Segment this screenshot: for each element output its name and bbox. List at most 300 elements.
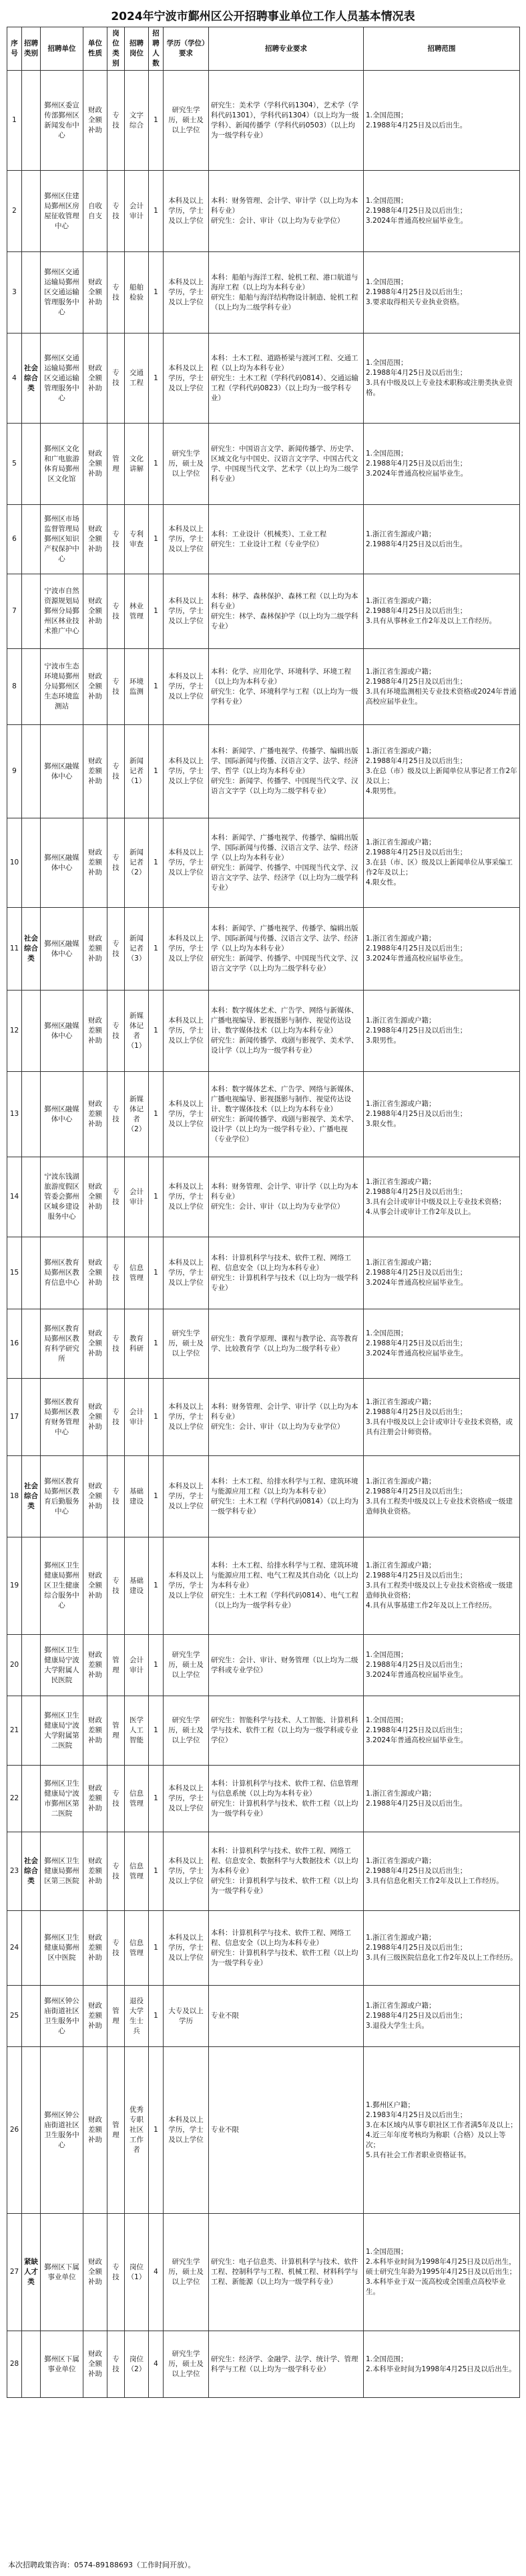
cell-unit-type: 自收自支 (83, 171, 107, 252)
recruitment-table (7, 27, 520, 2398)
cell-number: 1 (149, 1537, 164, 1635)
cell-no: 19 (7, 1537, 22, 1635)
table-row (7, 908, 520, 991)
cell-education: 本科及以上学历，学士及以上学位 (164, 1157, 209, 1237)
cell-unit: 鄞州区卫生健康局鄞州区第三医院 (41, 1832, 83, 1911)
cell-unit: 宁波市生态环境局鄞州分局鄞州区生态环境监测站 (41, 649, 83, 725)
cell-education: 本科及以上学历，学士及以上学位 (164, 1379, 209, 1456)
cell-education: 本科及以上学历，学士及以上学位 (164, 252, 209, 334)
header-unit: 招聘单位 (41, 27, 83, 71)
cell-post-kind: 专技 (107, 1309, 125, 1379)
cell-post: 教育科研 (125, 1309, 149, 1379)
cell-post: 退役大学生士兵 (125, 1986, 149, 2047)
cell-no: 11 (7, 908, 22, 991)
cell-unit: 鄞州区下属事业单位 (41, 2331, 83, 2398)
cell-post: 信息管理 (125, 1766, 149, 1832)
cell-category: 社会综合类 (22, 1832, 41, 1911)
cell-number: 1 (149, 1072, 164, 1157)
cell-unit: 鄞州区融媒体中心 (41, 818, 83, 908)
cell-post: 新媒体记者（1） (125, 991, 149, 1072)
cell-no: 5 (7, 424, 22, 505)
cell-range: 1.浙江省生源或户籍； 2.1988年4月25日及以后出生。 (364, 505, 520, 574)
cell-range: 1.全国范围； 2.本科毕业时间为1998年4月25日及以后出生，硕士研究生年龄为1995年4月25日及以后出生； 3.本科毕业于双一流高校或全国重点高校毕业生。 (364, 2214, 520, 2331)
cell-unit-type: 财政差额补助 (83, 1986, 107, 2047)
table-row (7, 574, 520, 649)
cell-post: 新闻记者（3） (125, 908, 149, 991)
cell-unit: 鄞州区教育局鄞州区教育科学研究所 (41, 1309, 83, 1379)
cell-unit-type: 财政全额补助 (83, 2331, 107, 2398)
cell-post-kind: 专技 (107, 1072, 125, 1157)
cell-post-kind: 专技 (107, 2331, 125, 2398)
table-row (7, 1456, 520, 1537)
cell-post: 岗位（2） (125, 2331, 149, 2398)
cell-unit: 鄞州区融媒体中心 (41, 725, 83, 818)
cell-category (22, 1537, 41, 1635)
cell-range: 1.浙江省生源或户籍； 2.1988年4月25日及以后出生； 3.2024年普通高校应届毕业生。 (364, 908, 520, 991)
cell-major: 研究生：教育学原理、课程与教学论、高等教育学、比较教育学（以上均为二级学科专业） (209, 1309, 364, 1379)
cell-range: 1.全国范围； 2.1988年4月25日及以后出生； 3.2024年普通高校应届毕业生。 (364, 1309, 520, 1379)
cell-number: 1 (149, 1832, 164, 1911)
table-row (7, 1635, 520, 1696)
cell-unit: 鄞州区卫生健康局宁波大学附属第二医院 (41, 1696, 83, 1766)
cell-category (22, 171, 41, 252)
cell-unit: 鄞州区委宣传部鄞州区新闻发布中心 (41, 71, 83, 171)
cell-unit: 鄞州区住建局鄞州区房屋征收管理中心 (41, 171, 83, 252)
cell-unit-type: 财政全额补助 (83, 252, 107, 334)
cell-post: 会计审计 (125, 1635, 149, 1696)
cell-unit: 鄞州区卫生健康局宁波大学附属人民医院 (41, 1635, 83, 1696)
table-row (7, 1157, 520, 1237)
cell-unit-type: 财政差额补助 (83, 1832, 107, 1911)
cell-range: 1.全国范围； 2.1988年4月25日及以后出生； 3.2024年普通高校应届毕业生。 (364, 171, 520, 252)
cell-unit-type: 财政差额补助 (83, 1635, 107, 1696)
cell-number: 1 (149, 1766, 164, 1832)
cell-post: 优秀专职社区工作者 (125, 2047, 149, 2214)
cell-post: 信息管理 (125, 1237, 149, 1309)
cell-post-kind: 管理 (107, 2047, 125, 2214)
cell-unit: 鄞州区钟公庙街道社区卫生服务中心 (41, 2047, 83, 2214)
cell-number: 1 (149, 1635, 164, 1696)
cell-no: 18 (7, 1456, 22, 1537)
cell-range: 1.浙江省生源或户籍； 2.1988年4月25日及以后出生； 3.具有信息化相关工作2年及以上工作经历。 (364, 1832, 520, 1911)
cell-major: 本科：计算机科学与技术、软件工程、网络工程、信息安全、数据科学与大数据技术（以上均为本科专业） 研究生：计算机科学与技术、软件工程（以上均为一级学科专业） (209, 1832, 364, 1911)
cell-category (22, 991, 41, 1072)
cell-major: 本科：财务管理、会计学、审计学（以上均为本科专业） 研究生：会计、审计（以上均为专业学位） (209, 171, 364, 252)
cell-unit: 鄞州区卫生健康局鄞州区卫生健康综合服务中心 (41, 1537, 83, 1635)
cell-range: 1.全国范围； 2.1988年4月25日及以后出生； 3.具有中级及以上专业技术职称或注册类执业资格。 (364, 334, 520, 424)
cell-category (22, 1696, 41, 1766)
cell-range: 1.浙江省生源或户籍； 2.1988年4月25日及以后出生； 3.具有三级医院信息化工作2年及以上工作经历。 (364, 1911, 520, 1986)
cell-post-kind: 管理 (107, 1635, 125, 1696)
cell-post: 信息管理 (125, 1911, 149, 1986)
cell-unit: 宁波市自然资源规划局鄞州分局鄞州区林业技术推广中心 (41, 574, 83, 649)
cell-category (22, 1157, 41, 1237)
cell-number: 1 (149, 252, 164, 334)
table-row (7, 991, 520, 1072)
cell-unit-type: 财政全额补助 (83, 71, 107, 171)
cell-major: 本科：船舶与海洋工程、轮机工程、港口航道与海岸工程（以上均为本科专业） 研究生：船舶与海洋结构物设计制造、轮机工程（以上均为二级学科专业） (209, 252, 364, 334)
table-row (7, 1072, 520, 1157)
cell-post-kind: 专技 (107, 252, 125, 334)
cell-unit: 鄞州区文化和广电旅游体育局鄞州区文化馆 (41, 424, 83, 505)
cell-number: 1 (149, 1309, 164, 1379)
cell-unit: 鄞州区教育局鄞州区教育后勤服务中心 (41, 1456, 83, 1537)
cell-post-kind: 管理 (107, 1986, 125, 2047)
cell-no: 28 (7, 2331, 22, 2398)
table-row (7, 1696, 520, 1766)
page-title: 2024年宁波市鄞州区公开招聘事业单位工作人员基本情况表 (111, 10, 415, 23)
cell-post: 林业管理 (125, 574, 149, 649)
cell-post: 专利审查 (125, 505, 149, 574)
cell-post-kind: 专技 (107, 2214, 125, 2331)
cell-post: 新闻记者（2） (125, 818, 149, 908)
cell-category (22, 1309, 41, 1379)
cell-post-kind: 专技 (107, 1157, 125, 1237)
cell-post: 基础建设 (125, 1456, 149, 1537)
cell-range: 1.全国范围； 2.1988年4月25日及以后出生； 3.2024年普通高校应届毕业生。 (364, 424, 520, 505)
cell-major: 专业不限 (209, 1986, 364, 2047)
table-row (7, 252, 520, 334)
cell-range: 1.全国范围； 2.1988年4月25日及以后出生。 (364, 71, 520, 171)
cell-no: 21 (7, 1696, 22, 1766)
cell-education: 本科及以上学历，学士及以上学位 (164, 1456, 209, 1537)
cell-unit-type: 财政全额补助 (83, 1379, 107, 1456)
cell-range: 1.浙江省生源或户籍； 2.1988年4月25日及以后出生； 3.具有工程类中级及以上专业技术资格或一级建造师执业资格； 4.具有从事基建工作2年及以上工作经历。 (364, 1537, 520, 1635)
cell-post-kind: 专技 (107, 171, 125, 252)
cell-unit: 鄞州区市场监督管理局鄞州区知识产权保护中心 (41, 505, 83, 574)
cell-category (22, 1072, 41, 1157)
cell-post: 船舶检验 (125, 252, 149, 334)
cell-education: 研究生学历，硕士及以上学位 (164, 1696, 209, 1766)
cell-education: 研究生学历，硕士及以上学位 (164, 1309, 209, 1379)
cell-range: 1.浙江省生源或户籍； 2.1988年4月25日及以后出生； 3.2024年普通高校应届毕业生。 (364, 1237, 520, 1309)
table-row (7, 334, 520, 424)
cell-category: 紧缺人才类 (22, 2214, 41, 2331)
cell-major: 本科：财务管理、会计学、审计学（以上均为本科专业） 研究生：会计、审计（以上均为专业学位） (209, 1379, 364, 1456)
cell-range: 1.浙江省生源或户籍； 2.1988年4月25日及以后出生； 3.具有会计或审计中级及以上专业技术资格； 4.从事会计或审计工作2年及以上。 (364, 1157, 520, 1237)
cell-post: 环境监测 (125, 649, 149, 725)
cell-unit: 鄞州区融媒体中心 (41, 1072, 83, 1157)
cell-post: 会计审计 (125, 171, 149, 252)
header-unit-type: 单位性质 (83, 27, 107, 71)
cell-number: 1 (149, 818, 164, 908)
cell-number: 1 (149, 725, 164, 818)
cell-education: 本科及以上学历，学士及以上学位 (164, 2047, 209, 2214)
cell-category (22, 2047, 41, 2214)
cell-post-kind: 专技 (107, 505, 125, 574)
cell-number: 1 (149, 171, 164, 252)
cell-no: 20 (7, 1635, 22, 1696)
cell-number: 1 (149, 1157, 164, 1237)
cell-no: 26 (7, 2047, 22, 2214)
cell-education: 本科及以上学历，学士及以上学位 (164, 991, 209, 1072)
cell-major: 研究生：中国语言文学、新闻传播学、历史学、区域文化与中国史、汉语言文字学、中国古代文学、中国现当代文学、艺术学（以上均为二级学科专业） (209, 424, 364, 505)
cell-no: 27 (7, 2214, 22, 2331)
cell-post: 新闻记者（1） (125, 725, 149, 818)
cell-category (22, 424, 41, 505)
cell-range: 1.全国范围； 2.本科毕业时间为1998年4月25日及以后出生。 (364, 2331, 520, 2398)
cell-post: 岗位（1） (125, 2214, 149, 2331)
cell-unit-type: 财政全额补助 (83, 574, 107, 649)
cell-range: 1.全国范围； 2.1988年4月25日及以后出生； 3.要求取得相关专业执业资格。 (364, 252, 520, 334)
table-row (7, 1379, 520, 1456)
cell-major: 本科：土木工程、给排水科学与工程、建筑环境与能源应用工程（以上均为本科专业） 研究生：土木工程（学科代码0814）（以上均为一级学科专业） (209, 1456, 364, 1537)
cell-major: 研究生：会计、审计、财务管理（以上均为二级学科或专业学位） (209, 1635, 364, 1696)
cell-post-kind: 专技 (107, 908, 125, 991)
cell-category (22, 649, 41, 725)
cell-unit: 鄞州区卫生健康局宁波市鄞州区第二医院 (41, 1766, 83, 1832)
cell-range: 1.浙江省生源或户籍； 2.1988年4月25日及以后出生； 3.限女性。 (364, 1072, 520, 1157)
cell-post-kind: 专技 (107, 574, 125, 649)
cell-major: 研究生：美术学（学科代码1304），艺术学（学科代码1301），学科代码1304）（以上均为一级学科）、新闻传播学（学科代码0503）（以上均为一级学科专业） (209, 71, 364, 171)
cell-no: 22 (7, 1766, 22, 1832)
cell-range: 1.浙江省生源或户籍； 2.1988年4月25日及以后出生； 3.退役大学生士兵。 (364, 1986, 520, 2047)
cell-number: 1 (149, 649, 164, 725)
table-row (7, 2047, 520, 2214)
cell-range: 1.浙江省生源或户籍； 2.1988年4月25日及以后出生； 3.在县（市、区）级及以上新闻单位从事采编工作2年及以上； 4.限女性。 (364, 818, 520, 908)
cell-post: 会计审计 (125, 1379, 149, 1456)
cell-post-kind: 管理 (107, 424, 125, 505)
table-row (7, 1986, 520, 2047)
cell-unit-type: 财政差额补助 (83, 991, 107, 1072)
cell-category (22, 1766, 41, 1832)
cell-number: 1 (149, 1456, 164, 1537)
cell-number: 1 (149, 424, 164, 505)
cell-unit-type: 财政全额补助 (83, 2214, 107, 2331)
cell-education: 本科及以上学历，学士及以上学位 (164, 818, 209, 908)
cell-no: 14 (7, 1157, 22, 1237)
cell-major: 专业不限 (209, 2047, 364, 2214)
header-category: 招聘类别 (22, 27, 41, 71)
cell-no: 12 (7, 991, 22, 1072)
cell-number: 4 (149, 2214, 164, 2331)
cell-education: 本科及以上学历，学士及以上学位 (164, 1072, 209, 1157)
cell-category (22, 725, 41, 818)
table-row (7, 1911, 520, 1986)
cell-number: 1 (149, 505, 164, 574)
cell-no: 4 (7, 334, 22, 424)
cell-unit-type: 财政差额补助 (83, 1696, 107, 1766)
cell-number: 1 (149, 1379, 164, 1456)
cell-education: 本科及以上学历，学士及以上学位 (164, 171, 209, 252)
cell-unit: 鄞州区教育局鄞州区教育信息中心 (41, 1237, 83, 1309)
cell-no: 6 (7, 505, 22, 574)
cell-major: 本科：林学、森林保护、森林工程（以上均为本科专业） 研究生：林学、森林保护学（以上均为二级学科专业） (209, 574, 364, 649)
cell-unit-type: 财政差额补助 (83, 1766, 107, 1832)
cell-post-kind: 专技 (107, 1237, 125, 1309)
table-row (7, 1832, 520, 1911)
cell-range: 1.浙江省生源或户籍； 2.1988年4月25日及以后出生。 (364, 1766, 520, 1832)
cell-number: 4 (149, 2331, 164, 2398)
cell-major: 本科：计算机科学与技术、软件工程、网络工程、信息安全（以上均为本科专业） 研究生：计算机科学与技术（以上均为一级学科专业） (209, 1237, 364, 1309)
table-header-row (7, 27, 520, 71)
cell-unit-type: 财政全额补助 (83, 1237, 107, 1309)
table-row (7, 1309, 520, 1379)
cell-post: 交通工程 (125, 334, 149, 424)
cell-unit-type: 财政差额补助 (83, 908, 107, 991)
table-row (7, 424, 520, 505)
table-row (7, 2214, 520, 2331)
cell-unit-type: 财政全额补助 (83, 1157, 107, 1237)
cell-no: 7 (7, 574, 22, 649)
cell-category: 社会综合类 (22, 1456, 41, 1537)
cell-number: 1 (149, 908, 164, 991)
cell-unit: 鄞州区融媒体中心 (41, 991, 83, 1072)
cell-category (22, 2331, 41, 2398)
cell-unit-type: 财政差额补助 (83, 1911, 107, 1986)
cell-post-kind: 专技 (107, 725, 125, 818)
cell-major: 本科：财务管理、会计学、审计学（以上均为本科专业） 研究生：会计、审计（以上均为专业学位） (209, 1157, 364, 1237)
cell-number: 1 (149, 71, 164, 171)
footer-note: 本次招聘政策咨询：0574-89188693（工作时间开放）。 (8, 2561, 196, 2569)
cell-unit: 鄞州区交通运输局鄞州区交通运输管理服务中心 (41, 334, 83, 424)
cell-range: 1.浙江省生源或户籍； 2.1988年4月25日及以后出生； 3.限男性。 (364, 991, 520, 1072)
cell-post: 新媒体记者（2） (125, 1072, 149, 1157)
cell-range: 1.浙江省生源或户籍； 2.1988年4月25日及以后出生； 3.具有环境监测相关专业技术资格或2024年普通高校应届毕业生。 (364, 649, 520, 725)
cell-post-kind: 专技 (107, 1911, 125, 1986)
cell-unit: 鄞州区下属事业单位 (41, 2214, 83, 2331)
cell-major: 本科：新闻学、广播电视学、传播学、编辑出版学、国际新闻与传播、汉语言文学、法学、经济学、哲学（以上均为本科专业） 研究生：新闻学、传播学、中国现当代文学、汉语言文字学（以上均为二级学科专业） (209, 725, 364, 818)
cell-post-kind: 专技 (107, 1537, 125, 1635)
cell-post-kind: 专技 (107, 334, 125, 424)
cell-education: 研究生学历，硕士及以上学位 (164, 2331, 209, 2398)
cell-no: 13 (7, 1072, 22, 1157)
cell-education: 本科及以上学历，学士及以上学位 (164, 1766, 209, 1832)
cell-range: 1.浙江省生源或户籍； 2.1988年4月25日及以后出生； 3.具有从事林业工作2年及以上工作经历。 (364, 574, 520, 649)
cell-unit-type: 财政全额补助 (83, 1456, 107, 1537)
cell-major: 本科：计算机科学与技术、软件工程、网络工程、信息安全（以上均为本科专业） 研究生：计算机科学与技术、软件工程（以上均为一级学科专业） (209, 1911, 364, 1986)
cell-number: 1 (149, 1237, 164, 1309)
cell-range: 1.全国范围； 2.1988年4月25日及以后出生； 3.2024年普通高校应届毕业生。 (364, 1696, 520, 1766)
cell-post: 文化讲解 (125, 424, 149, 505)
cell-unit-type: 财政全额补助 (83, 649, 107, 725)
cell-no: 15 (7, 1237, 22, 1309)
table-row (7, 725, 520, 818)
cell-no: 16 (7, 1309, 22, 1379)
header-major: 招聘专业要求 (209, 27, 364, 71)
cell-category (22, 574, 41, 649)
cell-education: 本科及以上学历，学士及以上学位 (164, 1832, 209, 1911)
cell-education: 研究生学历，硕士及以上学位 (164, 2214, 209, 2331)
cell-number: 1 (149, 1986, 164, 2047)
cell-major: 研究生：智能科学与技术、人工智能、计算机科学与技术、软件工程（以上均为一级学科或专业学位） (209, 1696, 364, 1766)
cell-unit: 宁波东钱湖旅游度假区管委会鄞州区城乡建设服务中心 (41, 1157, 83, 1237)
cell-number: 1 (149, 991, 164, 1072)
cell-no: 9 (7, 725, 22, 818)
cell-post-kind: 专技 (107, 71, 125, 171)
table-row (7, 171, 520, 252)
header-number: 招聘人数 (149, 27, 164, 71)
cell-category (22, 818, 41, 908)
cell-unit-type: 财政差额补助 (83, 1072, 107, 1157)
cell-range: 1.浙江省生源或户籍； 2.1988年4月25日及以后出生； 3.具有工程类中级及以上专业技术资格或一级建造师执业资格。 (364, 1456, 520, 1537)
cell-unit: 鄞州区卫生健康局鄞州区中医院 (41, 1911, 83, 1986)
cell-no: 17 (7, 1379, 22, 1456)
cell-post: 会计审计 (125, 1157, 149, 1237)
cell-post-kind: 专技 (107, 1832, 125, 1911)
cell-education: 本科及以上学历，学士及以上学位 (164, 1237, 209, 1309)
cell-education: 研究生学历，硕士及以上学位 (164, 71, 209, 171)
cell-no: 1 (7, 71, 22, 171)
table-row (7, 71, 520, 171)
cell-major: 本科：化学、应用化学、环境科学、环境工程（以上均为本科专业） 研究生：化学、环境科学与工程（以上均为一级学科专业） (209, 649, 364, 725)
cell-post-kind: 专技 (107, 649, 125, 725)
table-row (7, 505, 520, 574)
cell-post-kind: 专技 (107, 1456, 125, 1537)
cell-education: 本科及以上学历，学士及以上学位 (164, 1911, 209, 1986)
cell-education: 本科及以上学历，学士及以上学位 (164, 908, 209, 991)
cell-post-kind: 专技 (107, 1379, 125, 1456)
cell-no: 24 (7, 1911, 22, 1986)
cell-category: 社会综合类 (22, 908, 41, 991)
cell-no: 23 (7, 1832, 22, 1911)
cell-category (22, 252, 41, 334)
cell-category (22, 71, 41, 171)
header-range: 招聘范围 (364, 27, 520, 71)
cell-range: 1.浙江省生源或户籍； 2.1988年4月25日及以后出生； 3.在总（市）级及以上新闻单位从事记者工作2年及以上； 4.限男性。 (364, 725, 520, 818)
table-row (7, 649, 520, 725)
cell-category (22, 1911, 41, 1986)
header-post-kind: 岗位类别 (107, 27, 125, 71)
cell-major: 本科：计算机科学与技术、软件工程、信息管理与信息系统（以上均为本科专业） 研究生：计算机科学与技术、软件工程（以上均为一级学科专业） (209, 1766, 364, 1832)
cell-unit-type: 财政差额补助 (83, 818, 107, 908)
cell-number: 1 (149, 2047, 164, 2214)
cell-education: 本科及以上学历，学士及以上学位 (164, 334, 209, 424)
cell-major: 研究生：经济学、金融学、法学、统计学、管理科学与工程（以上均为一级学科专业） (209, 2331, 364, 2398)
cell-major: 本科：土木工程、给排水科学与工程、建筑环境与能源应用工程、电气工程及其自动化（以上均为本科专业） 研究生：土木工程（学科代码0814）、电气工程（以上均为一级学科专业） (209, 1537, 364, 1635)
cell-number: 1 (149, 1911, 164, 1986)
cell-education: 本科及以上学历，学士及以上学位 (164, 1537, 209, 1635)
cell-unit: 鄞州区钟公庙街道社区卫生服务中心 (41, 1986, 83, 2047)
cell-post-kind: 专技 (107, 818, 125, 908)
cell-education: 研究生学历，硕士及以上学位 (164, 424, 209, 505)
cell-unit-type: 财政全额补助 (83, 1309, 107, 1379)
table-row (7, 818, 520, 908)
table-body (7, 71, 520, 2398)
cell-post-kind: 专技 (107, 1766, 125, 1832)
cell-major: 本科：土木工程、道路桥梁与渡河工程、交通工程（以上均为本科专业） 研究生：土木工程（学科代码0814）、交通运输工程（学科代码0823）（以上均为一级学科专业） (209, 334, 364, 424)
cell-category (22, 1635, 41, 1696)
cell-unit-type: 财政差额补助 (83, 2047, 107, 2214)
cell-unit: 鄞州区教育局鄞州区教育财务管理中心 (41, 1379, 83, 1456)
cell-unit: 鄞州区交通运输局鄞州区交通运输管理服务中心 (41, 252, 83, 334)
cell-education: 本科及以上学历，学士及以上学位 (164, 574, 209, 649)
cell-no: 2 (7, 171, 22, 252)
cell-category (22, 505, 41, 574)
cell-unit-type: 财政全额补助 (83, 424, 107, 505)
cell-education: 大专及以上学历 (164, 1986, 209, 2047)
cell-major: 本科：数字媒体艺术、广告学、网络与新媒体、广播电视编导、影视摄影与制作、视觉传达设计、数字媒体技术（以上均为本科专业） 研究生：新闻传播学、戏剧与影视学、美术学、设计学（以上均为一级学科专业）、广播电视（专业学位） (209, 1072, 364, 1157)
cell-post: 医学人工智能 (125, 1696, 149, 1766)
cell-number: 1 (149, 574, 164, 649)
cell-education: 本科及以上学历，学士及以上学位 (164, 725, 209, 818)
header-education: 学历（学位）要求 (164, 27, 209, 71)
cell-post: 文字综合 (125, 71, 149, 171)
header-no: 序号 (7, 27, 22, 71)
cell-post: 信息管理 (125, 1832, 149, 1911)
cell-number: 1 (149, 1696, 164, 1766)
cell-no: 10 (7, 818, 22, 908)
cell-education: 本科及以上学历，学士及以上学位 (164, 505, 209, 574)
cell-major: 本科：工业设计（机械类）、工业工程 研究生：工业设计工程（专业学位） (209, 505, 364, 574)
cell-post-kind: 管理 (107, 1696, 125, 1766)
cell-range: 1.浙江省生源或户籍； 2.1988年4月25日及以后出生； 3.具有中级及以上会计或审计专业技术资格，或具有注册会计师资格。 (364, 1379, 520, 1456)
cell-range: 1.鄞州区户籍； 2.1983年4月25日及以后出生； 3.在本区域内从事专职社区工作者满5年及以上； 4.近三年年度考核均为称职（合格）及以上等次； 5.具有社会工作者职业资格证书。 (364, 2047, 520, 2214)
header-post: 招聘岗位 (125, 27, 149, 71)
cell-unit-type: 财政差额补助 (83, 725, 107, 818)
cell-major: 研究生：电子信息类、计算机科学与技术、软件工程、控制科学与工程、机械工程、材料科学与工程、新能源（以上均为一级学科专业） (209, 2214, 364, 2331)
cell-major: 本科：新闻学、广播电视学、传播学、编辑出版学、国际新闻与传播、汉语言文学、法学、经济学（以上均为本科专业） 研究生：新闻学、传播学、中国现当代文学、汉语言文字学、法学、经济学（以上均为二级学科专业） (209, 818, 364, 908)
